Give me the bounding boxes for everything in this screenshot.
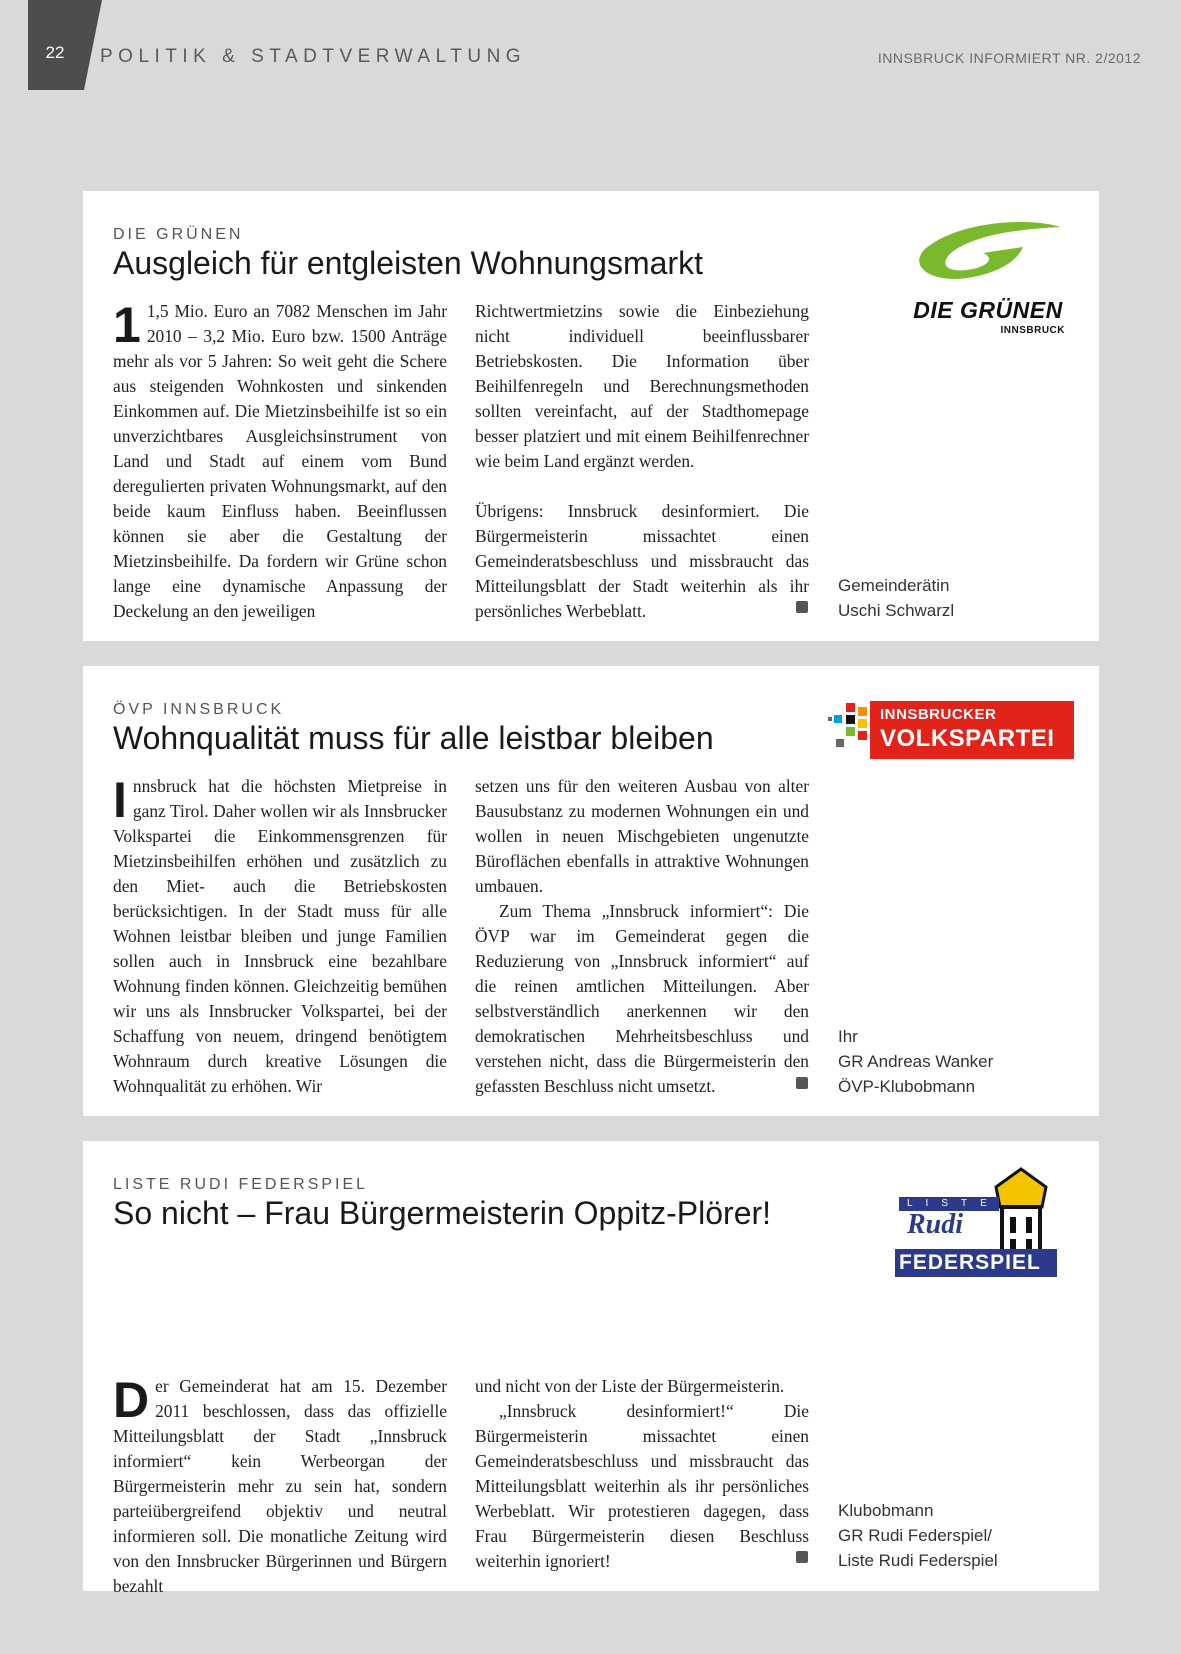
signature-line: GR Andreas Wanker (838, 1052, 994, 1071)
logo-bottom-banner (895, 1249, 1057, 1277)
section-title: POLITIK & STADTVERWALTUNG (100, 46, 527, 67)
article-card-gruene (83, 191, 1099, 641)
logo-text-federspiel: FEDERSPIEL (899, 1251, 1041, 1274)
oevp-squares-icon (828, 703, 872, 757)
drop-cap: I (113, 772, 127, 828)
signature-line: Liste Rudi Federspiel (838, 1551, 998, 1570)
signature-line: Ihr (838, 1027, 858, 1046)
logo-text-liste: LISTE (907, 1198, 1000, 1209)
signature-line: Klubobmann (838, 1501, 934, 1520)
gruene-logo (903, 219, 1073, 349)
logo-text: DIE GRÜNEN (913, 297, 1063, 323)
article-headline: Ausgleich für entgleisten Wohnungsmarkt (113, 245, 703, 281)
logo-text-bottom: VOLKSPARTEI (880, 725, 1055, 752)
signature-line: Uschi Schwarzl (838, 601, 955, 620)
drop-cap: D (113, 1372, 150, 1428)
signature-line: Gemeinderätin (838, 576, 950, 595)
logo-text-top: INNSBRUCKER (880, 706, 997, 723)
paragraph: Richtwertmietzins sowie die Einbeziehung nicht individuell beeinflussbarer Betriebskosten. Die Information über Beihilfenregeln und Berechnungsmethoden sollten vereinfacht, auf der Stadthomepage besser platziert und mit einem Beihilfenrechner wie beim Land ergänzt werden. (475, 301, 809, 471)
federspiel-logo (891, 1167, 1059, 1287)
paragraph: setzen uns für den weiteren Ausbau von alter Bausubstanz zu modernen Wohnungen ein und wollen in neuen Mischgebieten ungenutzte Büroflächen ebenfalls in attraktive Wohnungen umbauen. (475, 776, 809, 896)
article-kicker: LISTE RUDI FEDERSPIEL (113, 1176, 369, 1193)
paragraph: er Gemeinderat hat am 15. Dezember 2011 beschlossen, dass das offizielle Mitteilungsblatt der Stadt „Innsbruck informiert“ kein Werbeorgan der Bürgermeisterin mehr zu sein hat, sondern parteiübergreifend objektiv und neutral informieren soll. Die monatliche Zeitung wird von den Innsbrucker Bürgerinnen und Bürgern bezahlt (113, 1376, 447, 1596)
paragraph: Übrigens: Innsbruck desinformiert. Die Bürgermeisterin missachtet einen Gemeinderatsbeschluss und missbraucht das Mitteilungsblatt der Stadt weiterhin als ihr persönliches Werbeblatt. (475, 501, 809, 621)
article-headline: So nicht – Frau Bürgermeisterin Oppitz-Plörer! (113, 1195, 772, 1231)
paragraph: 1,5 Mio. Euro an 7082 Menschen im Jahr 2010 – 3,2 Mio. Euro bzw. 1500 Anträge mehr als vor 5 Jahren: So weit geht die Schere aus steigenden Wohnkosten und sinkenden Einkommen auf. Die Mietzinsbeihilfe ist so ein unverzichtbares Ausgleichsinstrument von Land und Stadt auf einem vom Bund deregulierten privaten Wohnungsmarkt, auf den beide kaum Einfluss haben. Beeinflussen können sie aber die Gestaltung der Mietzinsbeihilfe. Da fordern wir Grüne schon lange eine dynamische Anpassung der Deckelung an den jeweiligen (113, 301, 447, 621)
article-column-1 (113, 299, 447, 624)
article-card-federspiel (83, 1141, 1099, 1596)
signature-line: GR Rudi Federspiel/ (838, 1526, 993, 1545)
oevp-logo (828, 701, 1074, 761)
logo-script: Rudi (907, 1209, 964, 1240)
logo-banner (870, 701, 1074, 759)
author-signature (838, 573, 1078, 623)
author-signature (838, 1024, 1078, 1099)
logo-subtext: INNSBRUCK (1000, 325, 1065, 336)
end-mark-icon (796, 601, 808, 613)
page-number: 22 (45, 43, 65, 62)
paragraph: und nicht von der Liste der Bürgermeisterin. (475, 1376, 785, 1396)
article-kicker: ÖVP INNSBRUCK (113, 701, 285, 718)
article-column-2 (475, 774, 809, 1099)
article-column-1 (113, 774, 447, 1099)
article-card-oevp (83, 666, 1099, 1116)
paragraph: Zum Thema „Innsbruck informiert“: Die ÖVP war im Gemeinderat gegen die Reduzierung von „Innsbruck informiert“ auf die reinen amtlichen Mitteilungen. Aber selbstverständlich anerkennen wir den demokratischen Mehrheitsbeschluss und verstehen nicht, dass die Bürgermeisterin den gefassten Beschluss nicht umsetzt. (475, 901, 809, 1096)
author-signature (838, 1498, 1078, 1573)
end-mark-icon (796, 1077, 808, 1089)
article-column-1 (113, 1374, 447, 1599)
paragraph: „Innsbruck desinformiert!“ Die Bürgermeisterin missachtet einen Gemeinderatsbeschluss und missbraucht das Mitteilungsblatt weiterhin als ihr persönliches Werbeblatt. Wir protestieren dagegen, dass Frau Bürgermeisterin diesen Beschluss weiterhin ignoriert! (475, 1401, 809, 1571)
issue-label: INNSBRUCK INFORMIERT NR. 2/2012 (877, 50, 1141, 66)
drop-cap: 1 (113, 297, 141, 353)
gruene-g-icon (903, 219, 1073, 289)
paragraph: nnsbruck hat die höchsten Mietpreise in ganz Tirol. Daher wollen wir als Innsbrucker Volkspartei die Einkommensgrenzen für Mietzinsbeihilfen erhöhen und zusätzlich zu den Miet- auch die Betriebskosten berücksichtigen. In der Stadt muss für alle Wohnen leistbar bleiben und junge Familien sollen auch in Innsbruck eine bezahlbare Wohnung finden können. Gleichzeitig bemühen wir uns als Innsbrucker Volkspartei, bei der Schaffung von neuem, dringend benötigtem Wohnraum durch kreative Lösungen die Wohnqualität zu erhöhen. Wir (113, 776, 447, 1096)
article-headline: Wohnqualität muss für alle leistbar bleiben (113, 720, 714, 756)
end-mark-icon (796, 1551, 808, 1563)
article-kicker: DIE GRÜNEN (113, 226, 244, 243)
article-column-2 (475, 299, 809, 624)
article-column-2 (475, 1374, 809, 1574)
signature-line: ÖVP-Klubobmann (838, 1077, 976, 1096)
